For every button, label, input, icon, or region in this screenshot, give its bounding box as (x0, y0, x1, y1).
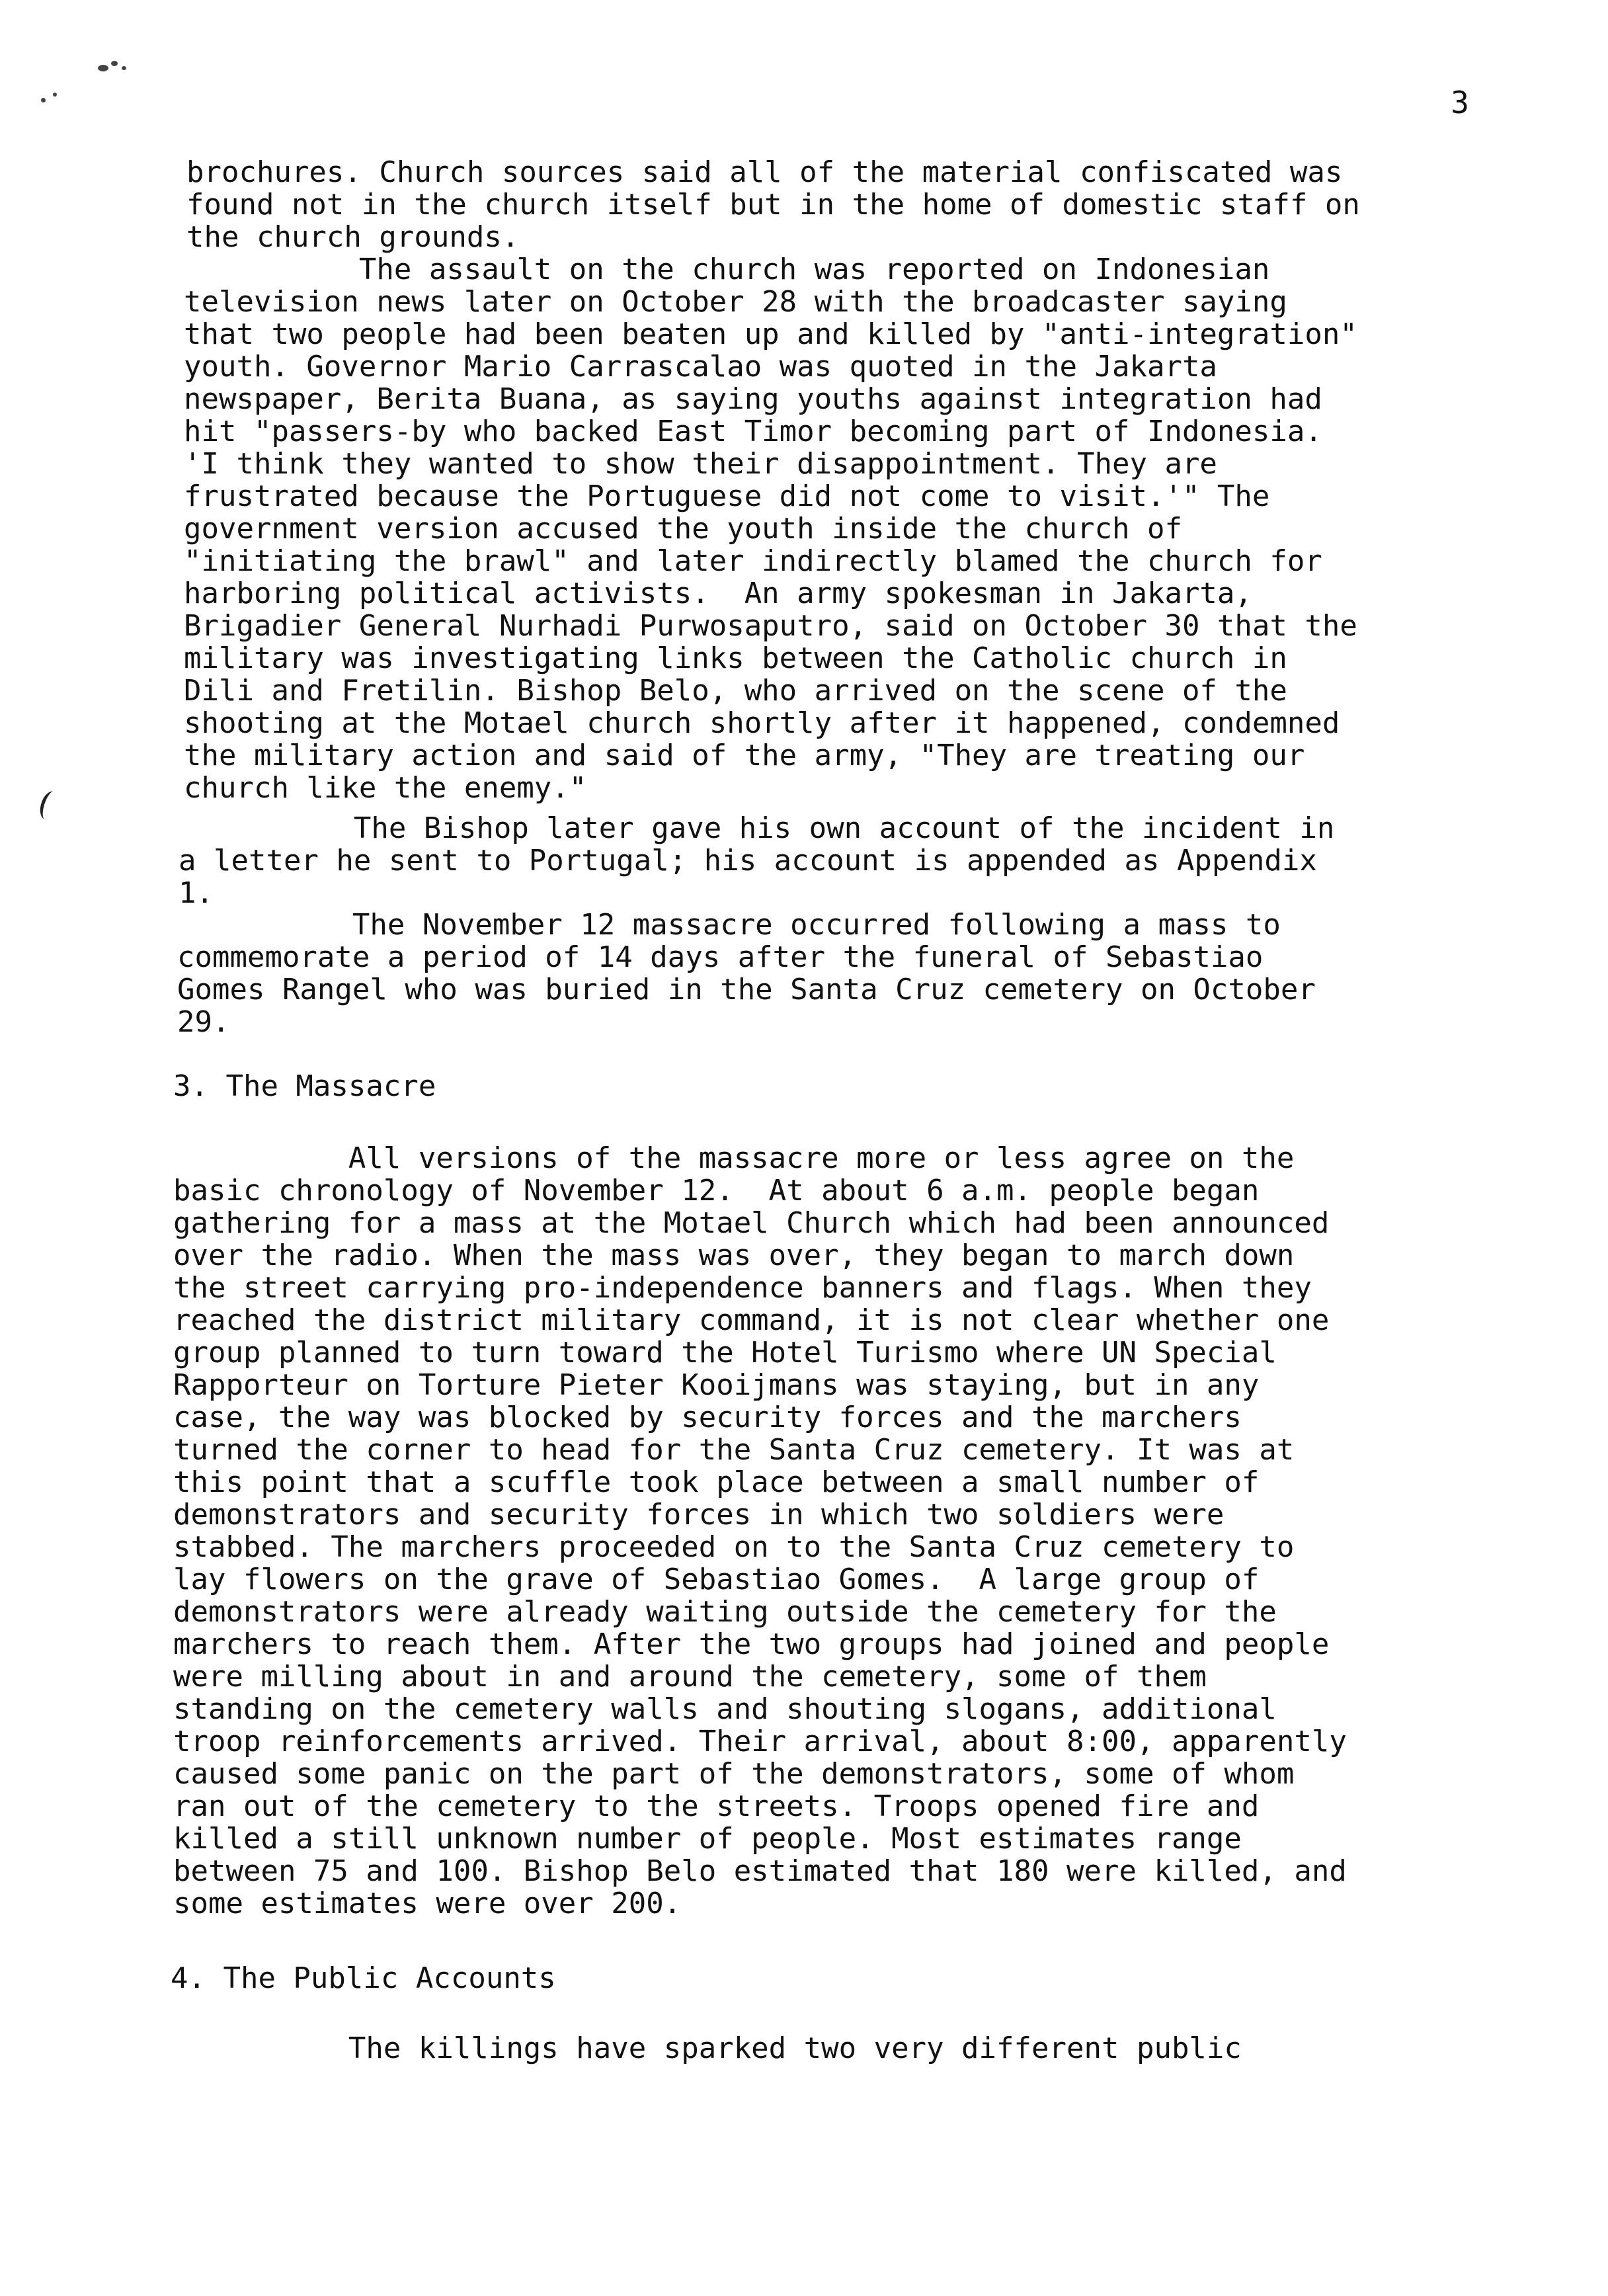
text-line: basic chronology of November 12. At about 6 a.m. people began (173, 1174, 1260, 1208)
text-line: that two people had been beaten up and killed by "anti-integration" (184, 317, 1357, 351)
paragraph-2 (184, 253, 1496, 804)
text-line: The November 12 massacre occurred following a mass to (177, 908, 1281, 942)
section-heading-public-accounts: 4. The Public Accounts (171, 1961, 556, 1995)
text-line: 'I think they wanted to show their disappointment. They are (184, 447, 1217, 481)
text-line: standing on the cemetery walls and shouting slogans, additional (173, 1692, 1277, 1726)
text-line: church like the enemy." (184, 771, 587, 805)
text-line: 1. (179, 876, 214, 910)
text-line: Brigadier General Nurhadi Purwosaputro, said on October 30 that the (184, 609, 1357, 643)
text-line: youth. Governor Mario Carrascalao was quoted in the Jakarta (184, 350, 1217, 384)
text-line: television news later on October 28 with the broadcaster saying (184, 285, 1287, 319)
text-line: between 75 and 100. Bishop Belo estimated that 180 were killed, and (173, 1854, 1347, 1888)
paragraph-6 (173, 2032, 1486, 2065)
paragraph-1 (186, 156, 1499, 253)
scan-smudge (41, 98, 46, 102)
text-line: this point that a scuffle took place between a small number of (173, 1465, 1260, 1499)
margin-mark (37, 789, 61, 822)
text-line: stabbed. The marchers proceeded on to the Santa Cruz cemetery to (173, 1530, 1295, 1564)
text-line: caused some panic on the part of the demonstrators, some of whom (173, 1757, 1295, 1791)
text-line: reached the district military command, it is not clear whether one (173, 1303, 1330, 1337)
scan-smudge (111, 61, 118, 66)
page-number: 3 (1451, 85, 1469, 120)
text-line: 29. (177, 1005, 230, 1039)
text-line: killed a still unknown number of people. Most estimates range (173, 1822, 1242, 1856)
text-line: The killings have sparked two very different public (173, 2031, 1242, 2065)
text-line: a letter he sent to Portugal; his account is appended as Appendix (179, 844, 1317, 878)
text-line: brochures. Church sources said all of the material confiscated was (186, 155, 1343, 189)
text-line: Rapporteur on Torture Pieter Kooijmans was staying, but in any (173, 1368, 1260, 1402)
text-line: case, the way was blocked by security forces and the marchers (173, 1401, 1242, 1434)
text-line: marchers to reach them. After the two groups had joined and people (173, 1627, 1330, 1661)
text-line: demonstrators and security forces in which two soldiers were (173, 1498, 1225, 1532)
text-line: the military action and said of the army, "They are treating our (184, 739, 1305, 772)
paragraph-5 (173, 1142, 1486, 1920)
text-line: demonstrators were already waiting outside the cemetery for the (173, 1595, 1277, 1629)
text-line: the street carrying pro-independence banners and flags. When they (173, 1271, 1312, 1305)
text-line: shooting at the Motael church shortly after it happened, condemned (184, 706, 1340, 740)
text-line: gathering for a mass at the Motael Church which had been announced (173, 1206, 1330, 1240)
text-line: harboring political activists. An army spokesman in Jakarta, (184, 577, 1252, 610)
text-line: "initiating the brawl" and later indirectly blamed the church for (184, 544, 1322, 578)
text-line: lay flowers on the grave of Sebastiao Gomes. A large group of (173, 1563, 1260, 1596)
text-line: All versions of the massacre more or less agree on the (173, 1141, 1295, 1175)
scan-smudge (53, 93, 57, 97)
text-line: The Bishop later gave his own account of the incident in (179, 811, 1335, 845)
text-line: the church grounds. (186, 220, 520, 254)
text-line: The assault on the church was reported on Indonesian (184, 253, 1270, 286)
text-line: frustrated because the Portuguese did not come to visit.'" The (184, 479, 1270, 513)
text-line: over the radio. When the mass was over, they began to march down (173, 1239, 1295, 1272)
text-line: Gomes Rangel who was buried in the Santa Cruz cemetery on October (177, 973, 1316, 1006)
text-line: commemorate a period of 14 days after the funeral of Sebastiao (177, 940, 1264, 974)
text-line: turned the corner to head for the Santa Cruz cemetery. It was at (173, 1433, 1295, 1467)
paragraph-3 (179, 812, 1491, 909)
text-line: group planned to turn toward the Hotel Turismo where UN Special (173, 1336, 1277, 1370)
text-line: military was investigating links between the Catholic church in (184, 641, 1287, 675)
section-heading-massacre: 3. The Massacre (173, 1069, 436, 1103)
text-line: Dili and Fretilin. Bishop Belo, who arrived on the scene of the (184, 674, 1287, 708)
paragraph-4 (177, 909, 1490, 1038)
text-line: found not in the church itself but in the home of domestic staff on (186, 188, 1360, 222)
scan-smudge (122, 66, 126, 70)
text-line: were milling about in and around the cemetery, some of them (173, 1660, 1207, 1694)
text-line: troop reinforcements arrived. Their arrival, about 8:00, apparently (173, 1725, 1347, 1758)
text-line: ran out of the cemetery to the streets. Troops opened fire and (173, 1789, 1260, 1823)
text-line: hit "passers-by who backed East Timor becoming part of Indonesia. (184, 415, 1322, 448)
text-line: government version accused the youth inside the church of (184, 512, 1182, 546)
scan-smudge (98, 65, 108, 71)
text-line: newspaper, Berita Buana, as saying youths against integration had (184, 382, 1322, 416)
text-line: some estimates were over 200. (173, 1887, 682, 1920)
